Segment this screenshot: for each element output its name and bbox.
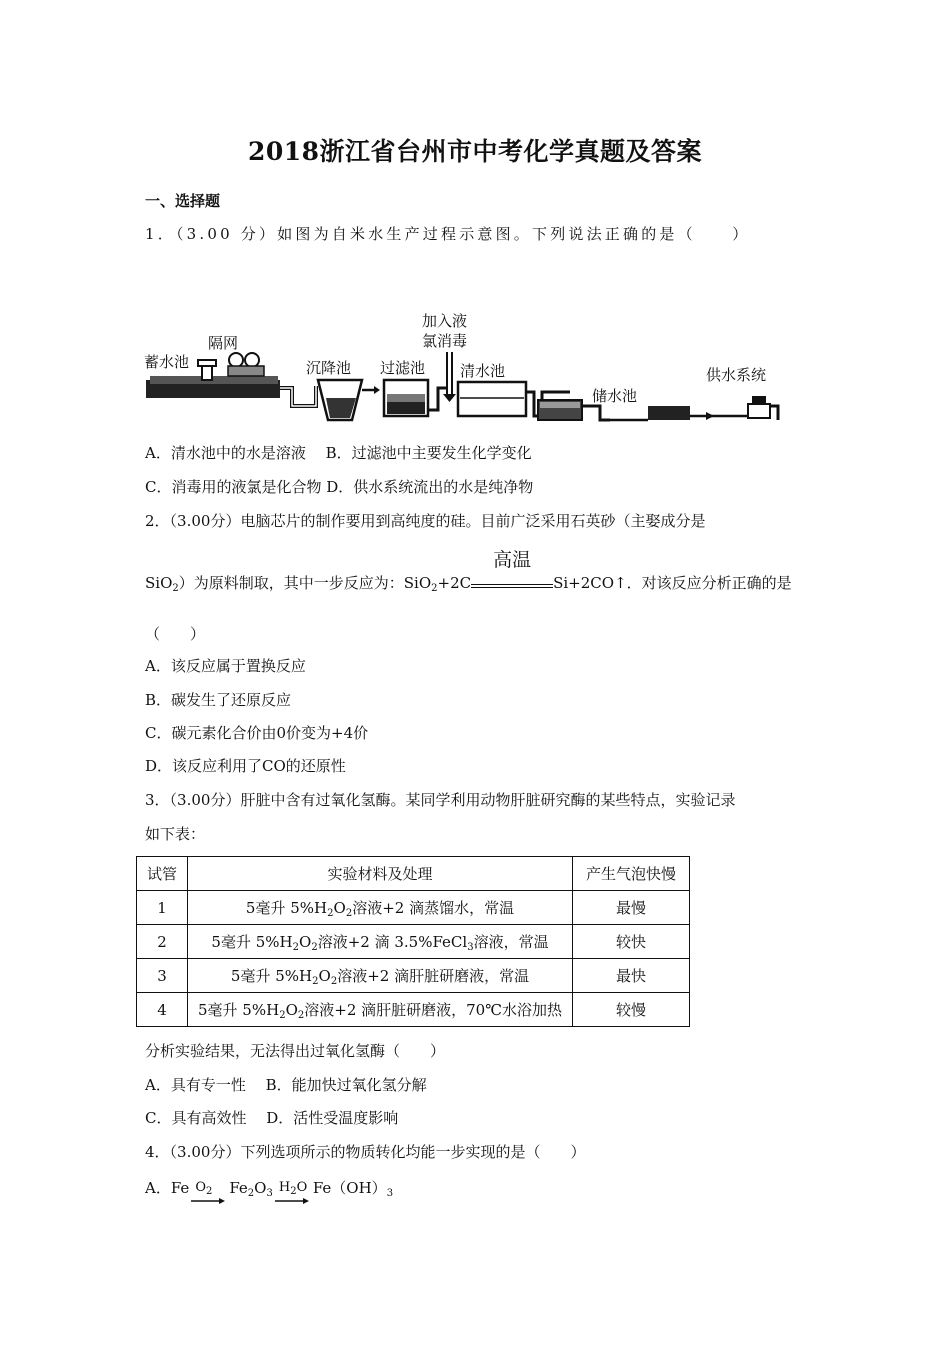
- table-row: 3 5毫升 $5\%H_2O_2$溶液+2 滴肝脏研磨液，常温 最快: [137, 959, 690, 993]
- arrow-right-icon: [191, 1197, 225, 1205]
- q3-stem-line2: 如下表：: [145, 825, 206, 843]
- q3-stem-line1: 3．（3.00分）肝脏中含有过氧化氢酶。某同学利用动物肝脏研究酶的某些特点，实验记录: [145, 791, 736, 809]
- q2-option-d: D．该反应利用了CO的还原性: [145, 757, 346, 775]
- q1-stem: 1．（3.00 分）如图为自米水生产过程示意图。下列说法正确的是（ ）: [145, 225, 751, 243]
- q2-stem-line2: SiO$_2$）为原料制取，其中一步反应为：SiO$_2$+2C 高温 Si+2CO↑．对该反应分析正确的是: [145, 549, 792, 594]
- clear-water-tank: [458, 382, 526, 416]
- label-storage: 储水池: [592, 387, 638, 405]
- table-header-row: [137, 857, 690, 891]
- screen-pumps-icon: [228, 353, 264, 376]
- water-treatment-diagram: [140, 302, 790, 434]
- settling-tank: [318, 380, 362, 420]
- q4-stem: 4．（3.00分）下列选项所示的物质转化均能一步实现的是（ ）: [145, 1143, 586, 1161]
- label-filter: 过滤池: [380, 359, 426, 377]
- q1-options-cd: C．消毒用的液氯是化合物 D．供水系统流出的水是纯净物: [145, 478, 534, 496]
- q4-option-a: A．Fe $O_2$ $Fe_2O_3$ $H_2O$ $Fe(OH)_3$: [145, 1178, 393, 1198]
- header-tube: 试管: [137, 857, 188, 891]
- label-supply: 供水系统: [706, 366, 767, 384]
- section-heading: 一、选择题: [145, 192, 221, 210]
- label-chlorine-2: 氯消毒: [422, 332, 468, 350]
- storage-tank: [538, 400, 582, 420]
- q3-options-cd: C．具有高效性 D．活性受温度影响: [145, 1109, 399, 1127]
- q2-stem-line1: 2．（3.00分）电脑芯片的制作要用到高纯度的硅。目前广泛采用石英砂（主娶成分是: [145, 512, 706, 530]
- page-title: 2018浙江省台州市中考化学真题及答案: [247, 137, 703, 166]
- q2-option-a: A．该反应属于置换反应: [145, 657, 306, 675]
- q2-option-b: B．碳发生了还原反应: [145, 691, 292, 709]
- q3-options-ab: A．具有专一性 B．能加快过氧化氢分解: [145, 1076, 427, 1094]
- reaction-condition: 高温: [471, 576, 553, 588]
- filter-tank: [384, 380, 428, 416]
- label-clear: 清水池: [460, 362, 506, 380]
- header-material: 实验材料及处理: [188, 857, 573, 891]
- q2-blank: （ ）: [145, 625, 206, 643]
- faucet-icon: [748, 396, 778, 420]
- q2-option-c: C．碳元素化合价由0价变为+4价: [145, 724, 369, 742]
- reaction-arrow-h2o: $H_2O$: [273, 1178, 313, 1198]
- q3-question: 分析实验结果，无法得出过氧化氢酶（ ）: [145, 1042, 446, 1060]
- reaction-arrow-o2: $O_2$: [189, 1178, 229, 1198]
- experiment-table: [136, 856, 690, 1027]
- q1-options-ab: A．清水池中的水是溶液 B．过滤池中主要发生化学变化: [145, 444, 532, 462]
- table-row: 1 5毫升 $5\%H_2O_2$溶液+2 滴蒸馏水，常温 最慢: [137, 891, 690, 925]
- arrow-right-icon: [275, 1197, 309, 1205]
- table-row: 4 5毫升 $5\%H_2O_2$溶液+2 滴肝脏研磨液，70℃水浴加热 较慢: [137, 993, 690, 1027]
- label-settling: 沉降池: [306, 359, 352, 377]
- label-reservoir: 蓄水池: [144, 353, 190, 371]
- label-screen: 隔网: [208, 334, 239, 352]
- table-row: 2 5毫升 $5\%H_2O_2$溶液+2 滴 3.5%FeCl$_3$溶液，常温 较快: [137, 925, 690, 959]
- chlorine-injection-arrow: [443, 352, 456, 402]
- header-speed: 产生气泡快慢: [573, 857, 690, 891]
- label-chlorine-1: 加入液: [422, 312, 468, 330]
